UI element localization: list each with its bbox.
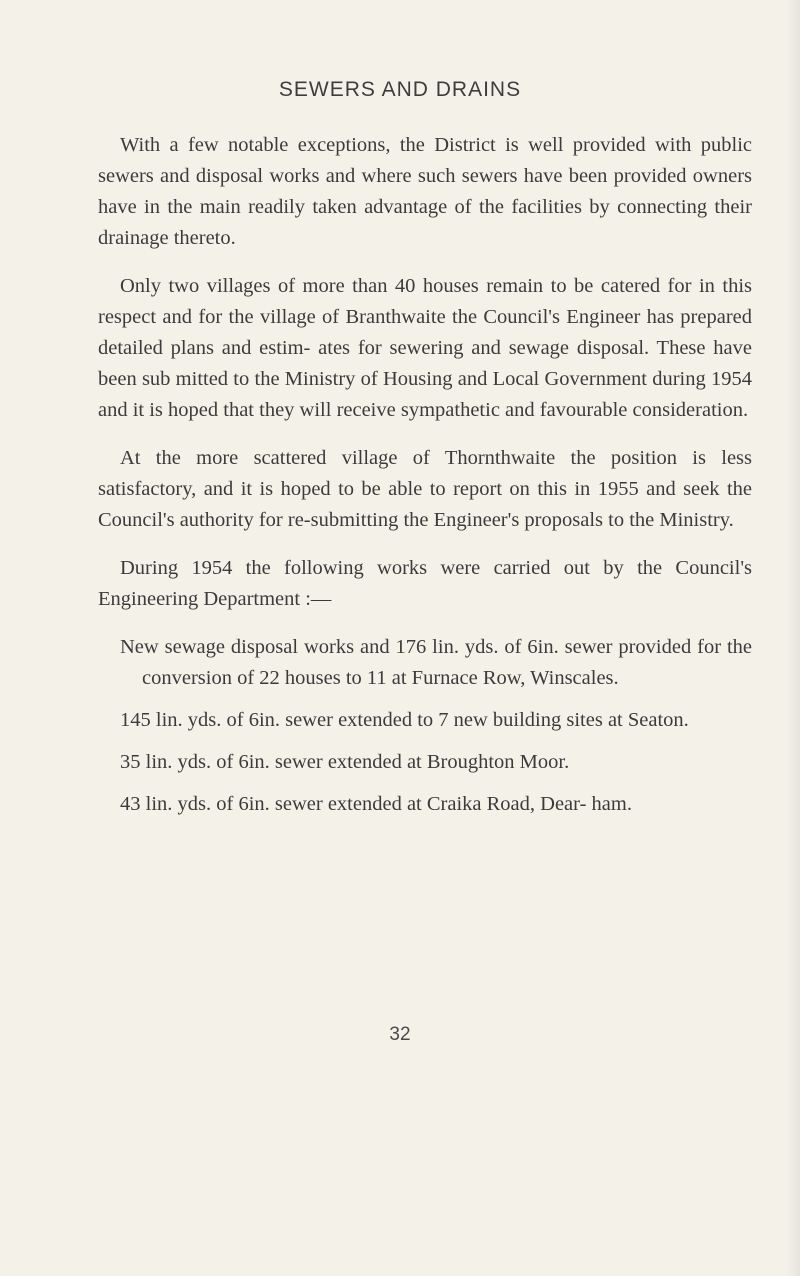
page-heading: SEWERS AND DRAINS xyxy=(278,78,522,101)
works-item: 145 lin. yds. of 6in. sewer extended to 7 new building sites at Seaton. xyxy=(120,709,689,731)
page-number: 32 xyxy=(389,1024,411,1045)
paragraph: Only two villages of more than 40 houses remain to be catered for in this respect and for the village of Branthwaite the Council's Engineer has prepared detailed plans and estim- ates for sewering and sewage disposal. These have been sub mitted to the Ministry of Housing and Local Government during 1954 and it is hoped that they will receive sympathetic and favourable consideration. xyxy=(98,275,752,421)
works-list xyxy=(98,632,752,820)
paragraph: At the more scattered village of Thornthwaite the position is less satisfactory, and it is hoped to be able to report on this in 1955 and seek the Council's authority for re-submitting the Engineer's proposals to the Ministry. xyxy=(98,447,752,531)
page-edge-shadow xyxy=(786,0,800,1276)
paragraph: With a few notable exceptions, the District is well provided with public sewers and disposal works and where such sewers have been provided owners have in the main readily taken advantage of the facilities by connecting their drainage thereto. xyxy=(98,134,752,249)
paragraph: During 1954 the following works were carried out by the Council's Engineering Department :— xyxy=(98,557,752,610)
works-item: 35 lin. yds. of 6in. sewer extended at Broughton Moor. xyxy=(120,751,570,773)
body-text xyxy=(98,130,752,831)
works-item: New sewage disposal works and 176 lin. yds. of 6in. sewer provided for the conversion of 22 houses to 11 at Furnace Row, Winscales. xyxy=(120,636,752,689)
works-item: 43 lin. yds. of 6in. sewer extended at Craika Road, Dear- ham. xyxy=(120,793,632,815)
